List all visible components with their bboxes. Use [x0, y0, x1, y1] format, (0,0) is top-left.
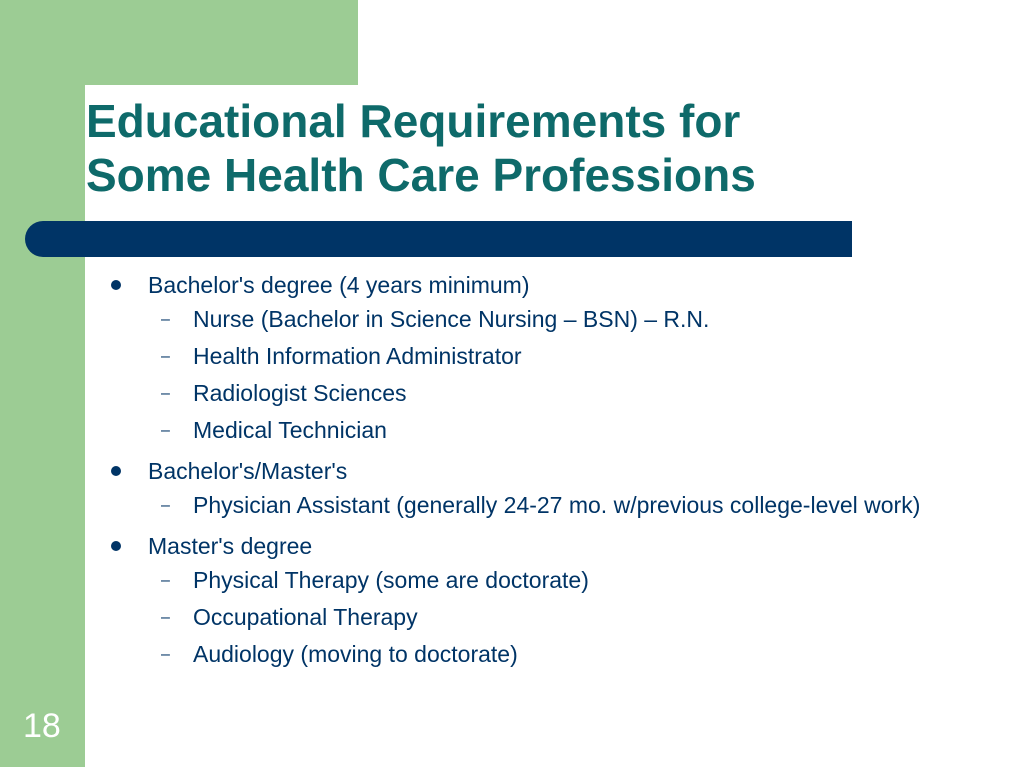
top-green-band — [0, 0, 358, 85]
sub-bullet-text: Occupational Therapy — [193, 604, 418, 630]
bullet-list — [0, 266, 1023, 676]
dash-icon: – — [161, 348, 170, 365]
sub-bullet-item — [0, 490, 1023, 521]
dash-icon: – — [161, 646, 170, 663]
title-divider-bar — [25, 221, 852, 257]
bullet-item — [0, 452, 1023, 490]
slide-title-line-2: Some Health Care Professions — [86, 149, 756, 201]
sub-bullet-item — [0, 565, 1023, 596]
sub-bullet-item — [0, 415, 1023, 446]
dash-icon: – — [161, 497, 170, 514]
bullet-item — [0, 266, 1023, 304]
bullet-text: Bachelor's degree (4 years minimum) — [148, 272, 530, 298]
bullet-dot-icon — [111, 466, 121, 476]
sub-bullet-item — [0, 639, 1023, 670]
sub-bullet-item — [0, 304, 1023, 335]
dash-icon: – — [161, 385, 170, 402]
bullet-text: Bachelor's/Master's — [148, 458, 348, 484]
sub-bullet-text: Radiologist Sciences — [193, 380, 407, 406]
sub-bullet-text: Physician Assistant (generally 24-27 mo. w/previous college-level work) — [193, 492, 921, 518]
sub-bullet-item — [0, 341, 1023, 372]
sub-bullet-text: Health Information Administrator — [193, 343, 522, 369]
bullet-text: Master's degree — [148, 533, 313, 559]
sub-bullet-item — [0, 602, 1023, 633]
sub-bullet-text: Medical Technician — [193, 417, 387, 443]
sub-bullet-text: Audiology (moving to doctorate) — [193, 641, 518, 667]
bullet-dot-icon — [111, 280, 121, 290]
dash-icon: – — [161, 609, 170, 626]
sub-bullet-text: Physical Therapy (some are doctorate) — [193, 567, 589, 593]
slide-number: 18 — [23, 707, 61, 745]
bullet-dot-icon — [111, 541, 121, 551]
sub-bullet-text: Nurse (Bachelor in Science Nursing – BSN) – R.N. — [193, 306, 710, 332]
dash-icon: – — [161, 422, 170, 439]
slide-title-line-1: Educational Requirements for — [86, 95, 741, 147]
bullet-item — [0, 527, 1023, 565]
dash-icon: – — [161, 572, 170, 589]
sub-bullet-item — [0, 378, 1023, 409]
dash-icon: – — [161, 311, 170, 328]
slide-title — [86, 94, 986, 202]
